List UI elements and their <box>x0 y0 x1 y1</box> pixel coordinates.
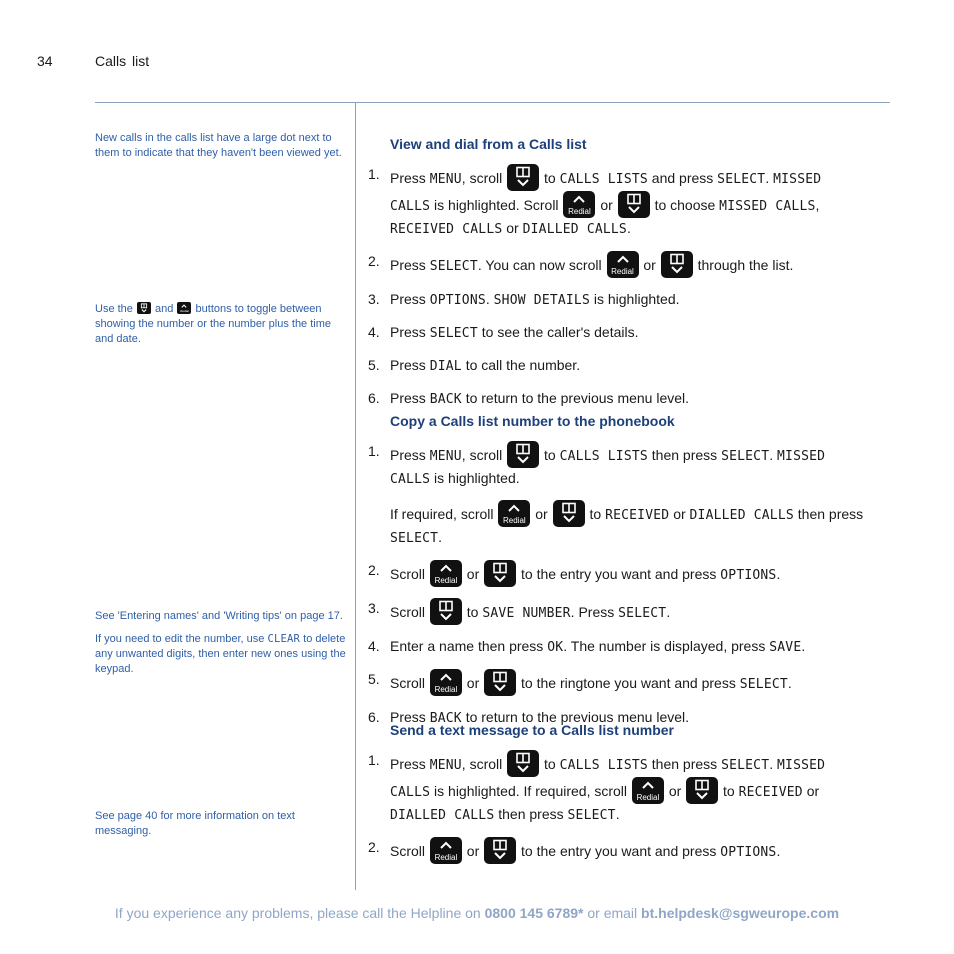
list-item <box>368 251 868 278</box>
step-text: , <box>815 197 820 213</box>
step-text: . Press <box>570 604 615 620</box>
step-text: . <box>615 806 620 822</box>
step-text: is highlighted. <box>593 291 680 307</box>
step-text: to return to the previous menu level. <box>465 709 690 725</box>
phonebook-down-key-icon <box>430 598 462 625</box>
phonebook-down-key-icon <box>484 560 516 587</box>
step-text: then press <box>651 756 718 772</box>
display-text: MENU <box>429 449 462 464</box>
step-text: . <box>438 529 443 545</box>
display-text: OPTIONS <box>429 293 486 308</box>
step-text: . <box>666 604 671 620</box>
step-text: Press <box>390 447 426 463</box>
step-text: to choose <box>654 197 716 213</box>
list-item <box>368 636 868 658</box>
list-item <box>368 355 868 377</box>
phonebook-down-key-icon <box>661 251 693 278</box>
phonebook-down-key-icon <box>686 777 718 804</box>
step-text: Press <box>390 170 426 186</box>
step-text: . <box>769 756 774 772</box>
display-text: CALLS LISTS <box>559 758 648 773</box>
sidenote-new-calls: New calls in the calls list have a large dot next to them to indicate that they haven't been viewed yet. <box>95 132 342 159</box>
redial-up-key-icon: Redial <box>607 251 639 278</box>
step-text: , scroll <box>461 447 503 463</box>
step-text: or <box>466 566 480 582</box>
display-text: SELECT <box>567 808 616 823</box>
step-text: , scroll <box>461 170 503 186</box>
step-text: is highlighted. <box>434 470 520 486</box>
step-text: . <box>485 291 490 307</box>
redial-up-key-icon: Redial <box>563 191 595 218</box>
redial-up-key-icon: Redial <box>498 500 530 527</box>
display-text: RECEIVED CALLS <box>390 222 503 237</box>
phonebook-down-key-icon <box>553 500 585 527</box>
step-text: through the list. <box>697 257 794 273</box>
display-text: MISSED CALLS <box>719 199 816 214</box>
step-text: . <box>787 675 792 691</box>
redial-up-key-icon: Redial <box>430 669 462 696</box>
phonebook-down-key-icon <box>618 191 650 218</box>
step-text: or <box>643 257 656 273</box>
display-text: SAVE NUMBER <box>482 606 571 621</box>
display-text: BACK <box>429 392 462 407</box>
display-text: CALLS LISTS <box>559 449 648 464</box>
step-text: If required, scroll <box>390 506 494 522</box>
step-text: to return to the previous menu level. <box>465 390 690 406</box>
display-text: MENU <box>429 758 462 773</box>
step-text: . <box>776 843 781 859</box>
step-text: Press <box>390 324 426 340</box>
list-item <box>368 441 868 549</box>
step-text: then press <box>651 447 718 463</box>
list-item <box>368 750 868 826</box>
display-text: MENU <box>429 172 462 187</box>
step-text: to <box>466 604 479 620</box>
list-item <box>368 322 868 344</box>
step-text: to <box>723 783 735 799</box>
step-text: Scroll <box>390 566 426 582</box>
display-text: MISSED CALLS <box>390 449 826 487</box>
step-text: . <box>769 447 774 463</box>
section-view-dial <box>368 134 868 421</box>
section-title: Send a text message to a Calls list number <box>390 722 674 738</box>
step-text: is highlighted. Scroll <box>434 197 559 213</box>
step-text: . <box>626 220 631 236</box>
redial-up-key-icon: Redial <box>177 302 191 314</box>
display-text: SELECT <box>618 606 667 621</box>
step-text: to call the number. <box>465 357 581 373</box>
step-text: to see the caller's details. <box>481 324 639 340</box>
step-number: 2. <box>368 562 380 578</box>
step-text: to <box>544 756 556 772</box>
header-divider <box>95 102 890 103</box>
display-text: SELECT <box>721 449 770 464</box>
display-text: SELECT <box>429 326 478 341</box>
list-item <box>368 164 868 240</box>
step-text: or <box>466 843 480 859</box>
step-number: 2. <box>368 253 380 269</box>
display-text: DIALLED CALLS <box>522 222 627 237</box>
display-text: OPTIONS <box>720 568 777 583</box>
step-text: . The number is displayed, press <box>563 638 766 654</box>
step-text: Press <box>390 257 426 273</box>
step-text: then press <box>797 506 864 522</box>
section-title: Copy a Calls list number to the phonebook <box>390 413 675 429</box>
step-text: to the entry you want and press <box>521 843 717 859</box>
display-text: SELECT <box>739 677 788 692</box>
step-text: , scroll <box>461 756 503 772</box>
section-copy-phonebook <box>368 411 868 740</box>
display-text: CALLS LISTS <box>559 172 648 187</box>
step-text: or <box>506 220 519 236</box>
helpdesk-email[interactable]: bt.helpdesk@sgweurope.com <box>641 905 840 921</box>
step-number: 4. <box>368 324 380 340</box>
display-text: RECEIVED <box>605 508 670 523</box>
list-item <box>368 598 868 625</box>
section-title: View and dial from a Calls list <box>390 136 587 152</box>
display-text: MISSED CALLS <box>390 172 822 214</box>
phonebook-down-key-icon <box>507 750 539 777</box>
display-text: SELECT <box>390 531 439 546</box>
step-number: 1. <box>368 443 380 459</box>
step-text: or <box>668 783 682 799</box>
phonebook-down-key-icon <box>484 837 516 864</box>
footer-helpline: If you experience any problems, please call the Helpline on 0800 145 6789* or email bt.helpdesk@sgweurope.com <box>114 905 840 921</box>
step-text: Scroll <box>390 675 426 691</box>
step-text: or <box>535 506 548 522</box>
phonebook-down-key-icon <box>484 669 516 696</box>
step-text: Press <box>390 357 426 373</box>
step-text: to <box>544 447 556 463</box>
step-text: . <box>776 566 781 582</box>
display-text: MISSED CALLS <box>390 758 826 800</box>
step-text: to the entry you want and press <box>521 566 717 582</box>
step-number: 5. <box>368 671 380 687</box>
step-text: to <box>544 170 556 186</box>
display-text: BACK <box>429 711 462 726</box>
step-text: . <box>801 638 806 654</box>
redial-up-key-icon: Redial <box>632 777 664 804</box>
section-send-text <box>368 720 868 875</box>
display-text: DIAL <box>429 359 462 374</box>
step-text: Scroll <box>390 604 426 620</box>
display-text: RECEIVED <box>738 785 803 800</box>
step-text: Press <box>390 756 426 772</box>
phonebook-down-key-icon <box>137 302 151 314</box>
step-number: 3. <box>368 291 380 307</box>
phonebook-down-key-icon <box>507 441 539 468</box>
display-text: DIALLED CALLS <box>390 808 495 823</box>
step-text: . <box>765 170 770 186</box>
step-text: is highlighted. If required, scroll <box>434 783 628 799</box>
step-text: or <box>600 197 613 213</box>
step-text: Press <box>390 709 426 725</box>
page-number: 34 <box>37 53 53 69</box>
step-text: Press <box>390 390 426 406</box>
redial-up-key-icon: Redial <box>430 837 462 864</box>
step-text: to the ringtone you want and press <box>521 675 736 691</box>
display-text: DIALLED CALLS <box>689 508 794 523</box>
redial-up-key-icon: Redial <box>430 560 462 587</box>
step-number: 2. <box>368 839 380 855</box>
step-text: Enter a name then press <box>390 638 544 654</box>
list-item <box>368 388 868 410</box>
display-text: OPTIONS <box>720 845 777 860</box>
step-number: 4. <box>368 638 380 654</box>
column-divider <box>355 103 356 890</box>
step-text: to <box>589 506 602 522</box>
step-text: Scroll <box>390 843 426 859</box>
step-text: and press <box>651 170 714 186</box>
step-text: Press <box>390 291 426 307</box>
step-number: 1. <box>368 752 380 768</box>
display-text: SELECT <box>717 172 766 187</box>
step-text: or <box>806 783 820 799</box>
display-text: SELECT <box>429 259 478 274</box>
display-text: SHOW DETAILS <box>493 293 590 308</box>
helpline-phone: 0800 145 6789* <box>484 905 584 921</box>
list-item <box>368 289 868 311</box>
display-text: OK <box>547 640 564 655</box>
step-number: 5. <box>368 357 380 373</box>
step-text: or <box>466 675 480 691</box>
step-text: or <box>673 506 686 522</box>
sidenote-edit-number: If you need to edit the number, use CLEAR to delete any unwanted digits, then enter new ones using the keypad. <box>95 633 346 675</box>
list-item <box>368 837 868 864</box>
step-number: 6. <box>368 709 380 725</box>
page-title: Calls list <box>95 53 150 69</box>
sidenote-entering-names: See 'Entering names' and 'Writing tips' on page 17. If you need to edit the number, use CLEAR to delete any unwanted digits, then enter new ones using the keypad. <box>95 609 350 685</box>
phonebook-down-key-icon <box>507 164 539 191</box>
sidenote-text-messaging: See page 40 for more information on text messaging. <box>95 810 295 837</box>
sidenote-toggle: Use the and Redial buttons to toggle between showing the number or the number plus the time and date. <box>95 303 332 345</box>
step-number: 3. <box>368 600 380 616</box>
step-text: . You can now scroll <box>477 257 602 273</box>
list-item <box>368 669 868 696</box>
list-item <box>368 560 868 587</box>
display-text: SELECT <box>721 758 770 773</box>
step-number: 6. <box>368 390 380 406</box>
step-number: 1. <box>368 166 380 182</box>
step-text: then press <box>498 806 564 822</box>
display-text: SAVE <box>769 640 802 655</box>
